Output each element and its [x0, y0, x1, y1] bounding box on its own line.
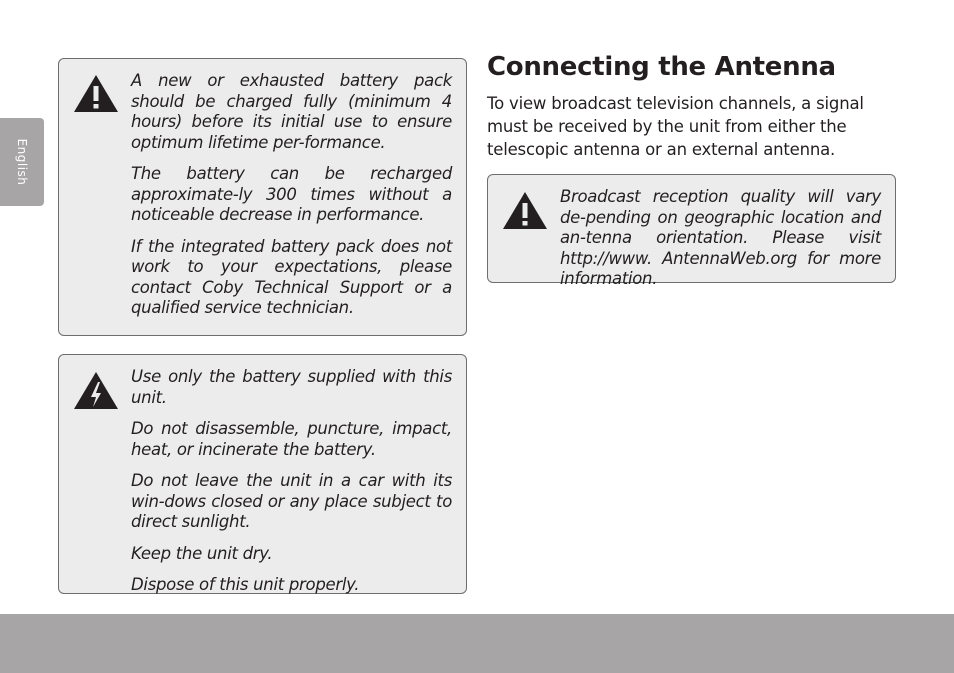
- antenna-note-box: [487, 174, 896, 288]
- language-tab: [0, 118, 44, 206]
- warning-paragraph: If the integrated battery pack does not work to your expectations, please contact Coby Technical Support or a qualified service technician.: [131, 236, 452, 317]
- warning-paragraph: Do not disassemble, puncture, impact, heat, or incinerate the battery.: [131, 419, 452, 459]
- warning-paragraph: Do not leave the unit in a car with its win-dows closed or any place subject to direct sunlight.: [131, 471, 452, 531]
- battery-safety-box: [58, 354, 467, 594]
- note-paragraph: Broadcast reception quality will vary de-pending on geographic location and an-tenna orientation. Please visit http://www. AntennaWeb.org for more information.: [560, 187, 881, 288]
- section-title: Connecting the Antenna: [487, 52, 836, 82]
- section-intro: To view broadcast television channels, a signal must be received by the unit from either the telescopic antenna or an external antenna.: [487, 94, 864, 159]
- warning-paragraph: Dispose of this unit properly.: [131, 575, 360, 594]
- exclamation-warning-icon: [502, 190, 548, 230]
- warning-paragraph: The battery can be recharged approximate-ly 300 times without a noticeable decrease in performance.: [131, 164, 452, 224]
- electric-shock-warning-icon: [73, 370, 119, 410]
- footer-bar: [0, 614, 954, 673]
- warning-paragraph: A new or exhausted battery pack should be charged fully (minimum 4 hours) before its initial use to ensure optimum lifetime per-formance.: [131, 71, 452, 152]
- warning-paragraph: Use only the battery supplied with this unit.: [131, 367, 452, 407]
- warning-paragraph: Keep the unit dry.: [131, 543, 273, 563]
- exclamation-warning-icon: [73, 73, 119, 113]
- battery-warning-box: [58, 58, 467, 336]
- language-tab-label: English: [15, 138, 29, 186]
